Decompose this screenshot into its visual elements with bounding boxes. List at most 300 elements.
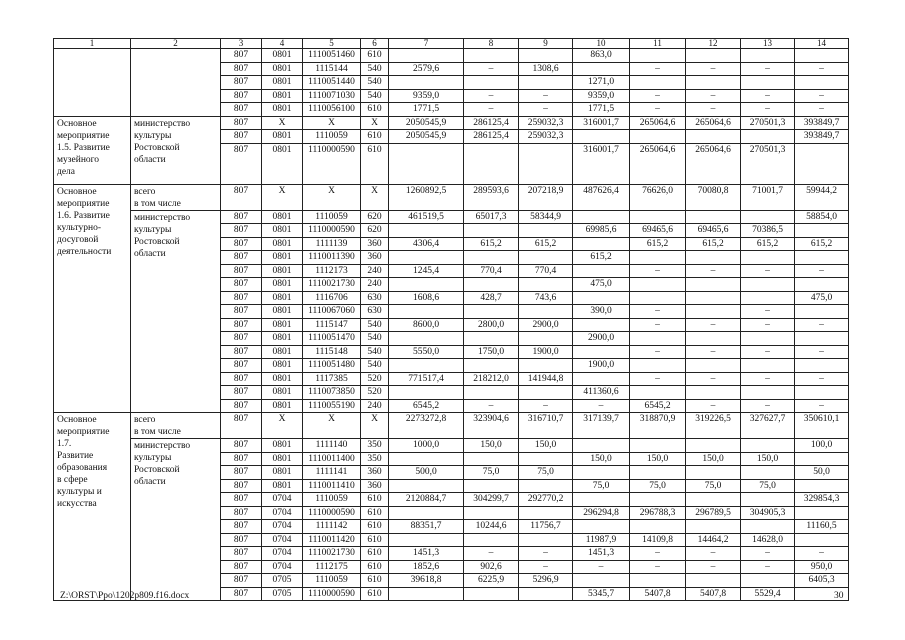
table-cell: – [795, 103, 849, 117]
table-cell: – [686, 399, 741, 413]
table-cell: 39618,8 [389, 574, 464, 588]
table-cell [741, 520, 795, 534]
table-cell: 1245,4 [389, 264, 464, 278]
table-cell: 610 [361, 520, 389, 534]
table-cell: 350610,1 [795, 413, 849, 439]
table-cell: 2900,0 [519, 318, 573, 332]
table-cell: 0704 [262, 493, 303, 507]
table-cell: 950,0 [795, 560, 849, 574]
table-cell: 304905,3 [741, 506, 795, 520]
table-cell: 807 [221, 318, 262, 332]
executor-cell: министерство культуры Ростовской области [131, 116, 221, 184]
table-cell: 1110056100 [303, 103, 361, 117]
table-cell: – [464, 62, 519, 76]
table-cell: 14464,2 [686, 533, 741, 547]
table-cell [630, 76, 686, 90]
table-cell: 1110021730 [303, 278, 361, 292]
table-cell [686, 332, 741, 346]
table-cell [795, 224, 849, 238]
table-cell: – [630, 62, 686, 76]
table-cell [741, 359, 795, 373]
table-cell: – [795, 264, 849, 278]
table-cell: 807 [221, 224, 262, 238]
table-cell [389, 305, 464, 319]
table-cell: 1110011410 [303, 479, 361, 493]
table-cell: 316001,7 [573, 143, 630, 184]
table-cell: 1110071030 [303, 89, 361, 103]
table-cell: 2579,6 [389, 62, 464, 76]
table-cell: 1852,6 [389, 560, 464, 574]
table-cell: 6545,2 [630, 399, 686, 413]
table-cell: 1451,3 [573, 547, 630, 561]
table-cell: 1260892,5 [389, 184, 464, 210]
table-cell [464, 49, 519, 63]
table-cell: 807 [221, 372, 262, 386]
table-cell: 520 [361, 372, 389, 386]
table-cell [573, 439, 630, 453]
table-cell: 5407,8 [686, 587, 741, 601]
table-cell: – [741, 560, 795, 574]
table-cell: 807 [221, 264, 262, 278]
header-cell: 4 [262, 39, 303, 49]
table-cell: 240 [361, 278, 389, 292]
table-cell: – [686, 62, 741, 76]
table-cell: 270501,3 [741, 143, 795, 184]
table-cell: 1110000590 [303, 587, 361, 601]
table-cell [389, 479, 464, 493]
table-cell [519, 479, 573, 493]
table-cell: 807 [221, 62, 262, 76]
table-cell: 1110051460 [303, 49, 361, 63]
table-cell [389, 49, 464, 63]
header-row [54, 39, 849, 49]
table-cell: – [795, 62, 849, 76]
table-cell: 807 [221, 184, 262, 210]
table-cell: 150,0 [519, 439, 573, 453]
table-cell: 0705 [262, 574, 303, 588]
table-cell: 76626,0 [630, 184, 686, 210]
table-cell [686, 574, 741, 588]
activity-cell: Основное мероприятие 1.7. Развитие образования в сфере культуры и искусства [54, 413, 131, 601]
table-cell [795, 359, 849, 373]
table-cell [573, 493, 630, 507]
header-cell: 10 [573, 39, 630, 49]
executor-cell [131, 49, 221, 117]
table-row [54, 413, 849, 439]
table-cell: 75,0 [573, 479, 630, 493]
table-header [54, 39, 849, 49]
table-cell: 393849,7 [795, 130, 849, 144]
table-cell: – [630, 264, 686, 278]
table-cell [630, 574, 686, 588]
table-cell: 14109,8 [630, 533, 686, 547]
executor-cell: министерство культуры Ростовской области [131, 210, 221, 413]
table-cell: 0801 [262, 466, 303, 480]
table-cell: 610 [361, 49, 389, 63]
table-cell: 807 [221, 305, 262, 319]
table-cell: 1115148 [303, 345, 361, 359]
table-cell: 150,0 [573, 452, 630, 466]
table-cell [686, 386, 741, 400]
table-cell: – [795, 399, 849, 413]
table-cell: 1110000590 [303, 224, 361, 238]
table-cell: – [741, 305, 795, 319]
table-cell: 0801 [262, 210, 303, 224]
table-cell: X [361, 116, 389, 130]
table-cell [519, 305, 573, 319]
table-cell: 1771,5 [573, 103, 630, 117]
table-cell: 807 [221, 574, 262, 588]
table-cell [519, 332, 573, 346]
table-cell [630, 291, 686, 305]
table-cell [573, 264, 630, 278]
table-cell [630, 332, 686, 346]
table-cell: 807 [221, 143, 262, 184]
table-cell [741, 49, 795, 63]
table-cell [795, 76, 849, 90]
budget-table [53, 38, 849, 601]
table-cell [686, 76, 741, 90]
table-cell: 0801 [262, 439, 303, 453]
table-cell: 807 [221, 130, 262, 144]
table-cell: 69465,6 [686, 224, 741, 238]
table-cell [389, 332, 464, 346]
table-cell: 610 [361, 143, 389, 184]
table-cell: – [630, 345, 686, 359]
table-cell: 0801 [262, 332, 303, 346]
table-cell: 70080,8 [686, 184, 741, 210]
table-cell [389, 452, 464, 466]
table-cell: X [361, 413, 389, 439]
table-cell: 807 [221, 506, 262, 520]
table-cell: 1271,0 [573, 76, 630, 90]
table-cell: 69985,6 [573, 224, 630, 238]
table-cell: X [303, 184, 361, 210]
table-cell [573, 466, 630, 480]
header-cell: 12 [686, 39, 741, 49]
table-cell: 323904,6 [464, 413, 519, 439]
table-cell [630, 210, 686, 224]
table-cell: 259032,3 [519, 116, 573, 130]
table-cell: – [519, 399, 573, 413]
table-cell: 1110059 [303, 574, 361, 588]
table-cell: – [686, 89, 741, 103]
table-cell: 807 [221, 210, 262, 224]
table-cell [519, 587, 573, 601]
table-cell: 1110011420 [303, 533, 361, 547]
table-cell [464, 224, 519, 238]
table-cell [519, 251, 573, 265]
table-cell [519, 143, 573, 184]
table-cell: 0801 [262, 237, 303, 251]
table-cell: 1111141 [303, 466, 361, 480]
table-cell: 1110021730 [303, 547, 361, 561]
table-cell: – [686, 103, 741, 117]
table-cell [686, 251, 741, 265]
header-cell: 9 [519, 39, 573, 49]
table-cell [573, 574, 630, 588]
table-cell: 520 [361, 386, 389, 400]
table-cell: 770,4 [464, 264, 519, 278]
table-cell [741, 466, 795, 480]
activity-cell: Основное мероприятие 1.6. Развитие культурно- досуговой деятельности [54, 184, 131, 413]
table-cell [630, 359, 686, 373]
table-cell [389, 506, 464, 520]
table-cell: – [464, 547, 519, 561]
table-cell: 69465,6 [630, 224, 686, 238]
table-cell [630, 466, 686, 480]
table-cell: 807 [221, 278, 262, 292]
table-cell [464, 359, 519, 373]
table-cell: 0801 [262, 278, 303, 292]
table-cell: 296788,3 [630, 506, 686, 520]
table-cell: 0801 [262, 291, 303, 305]
table-cell: 610 [361, 533, 389, 547]
table-cell: 11756,7 [519, 520, 573, 534]
table-cell: 540 [361, 76, 389, 90]
table-cell: 2050545,9 [389, 130, 464, 144]
table-cell: – [573, 560, 630, 574]
table-cell: 11987,9 [573, 533, 630, 547]
table-cell [741, 278, 795, 292]
footer-file-path: Z:\ORST\Ppo\1202p809.f16.docx [60, 591, 190, 601]
table-cell: 360 [361, 479, 389, 493]
table-cell: 500,0 [389, 466, 464, 480]
header-cell: 7 [389, 39, 464, 49]
table-cell: 461519,5 [389, 210, 464, 224]
table-cell: 0801 [262, 62, 303, 76]
table-cell: 807 [221, 49, 262, 63]
table-cell: 1110051470 [303, 332, 361, 346]
table-cell: 289593,6 [464, 184, 519, 210]
table-cell [686, 291, 741, 305]
table-cell: 1750,0 [464, 345, 519, 359]
table-cell: – [741, 264, 795, 278]
table-cell: 265064,6 [630, 143, 686, 184]
table-cell: 610 [361, 547, 389, 561]
table-cell: 540 [361, 89, 389, 103]
table-cell: 1110051440 [303, 76, 361, 90]
table-cell: 1110073850 [303, 386, 361, 400]
table-cell: 292770,2 [519, 493, 573, 507]
table-cell [464, 479, 519, 493]
table-cell [795, 533, 849, 547]
table-cell: 5345,7 [573, 587, 630, 601]
table-cell [573, 291, 630, 305]
table-cell: 863,0 [573, 49, 630, 63]
table-cell [741, 493, 795, 507]
table-cell [795, 506, 849, 520]
table-cell [795, 49, 849, 63]
table-cell: 218212,0 [464, 372, 519, 386]
table-cell: 50,0 [795, 466, 849, 480]
activity-cell: Основное мероприятие 1.5. Развитие музейного дела [54, 116, 131, 184]
table-cell: 317139,7 [573, 413, 630, 439]
table-cell: 540 [361, 332, 389, 346]
table-cell [389, 386, 464, 400]
table-cell: 286125,4 [464, 116, 519, 130]
executor-cell: министерство культуры Ростовской области [131, 439, 221, 601]
table-cell: 610 [361, 103, 389, 117]
table-cell: 0801 [262, 49, 303, 63]
table-cell: 360 [361, 237, 389, 251]
table-cell: 615,2 [464, 237, 519, 251]
table-cell [573, 520, 630, 534]
table-cell: 240 [361, 399, 389, 413]
table-cell: 610 [361, 130, 389, 144]
table-cell: – [795, 372, 849, 386]
table-cell: 1111142 [303, 520, 361, 534]
table-cell: – [630, 547, 686, 561]
table-cell: X [303, 116, 361, 130]
table-cell: 2120884,7 [389, 493, 464, 507]
table-cell [464, 587, 519, 601]
table-cell [519, 49, 573, 63]
table-cell [741, 130, 795, 144]
table-cell [630, 130, 686, 144]
table-cell: 329854,3 [795, 493, 849, 507]
table-cell [519, 224, 573, 238]
table-cell: 807 [221, 103, 262, 117]
table-cell: – [741, 103, 795, 117]
table-cell: 630 [361, 305, 389, 319]
table-cell: X [303, 413, 361, 439]
table-cell: 0801 [262, 103, 303, 117]
table-cell: 350 [361, 439, 389, 453]
table-cell: 1111139 [303, 237, 361, 251]
table-cell: 1451,3 [389, 547, 464, 561]
table-cell: 2273272,8 [389, 413, 464, 439]
table-cell: 1110000590 [303, 143, 361, 184]
header-cell: 2 [131, 39, 221, 49]
table-cell: 807 [221, 439, 262, 453]
table-cell: 0801 [262, 452, 303, 466]
header-cell: 14 [795, 39, 849, 49]
table-cell [573, 210, 630, 224]
table-cell: 5296,9 [519, 574, 573, 588]
table-cell: 75,0 [741, 479, 795, 493]
table-cell: 350 [361, 452, 389, 466]
table-cell [686, 278, 741, 292]
table-cell [573, 62, 630, 76]
table-cell: 1110067060 [303, 305, 361, 319]
table-cell: 1111140 [303, 439, 361, 453]
table-cell: 807 [221, 560, 262, 574]
table-cell: – [741, 89, 795, 103]
table-cell: 1110059 [303, 210, 361, 224]
table-cell: – [630, 103, 686, 117]
table-cell [630, 49, 686, 63]
table-cell: 5529,4 [741, 587, 795, 601]
table-cell: – [630, 372, 686, 386]
table-cell: – [519, 547, 573, 561]
table-cell: 6225,9 [464, 574, 519, 588]
executor-cell: всего в том числе [131, 184, 221, 210]
table-cell [389, 359, 464, 373]
table-cell [389, 143, 464, 184]
table-cell: 265064,6 [686, 143, 741, 184]
table-cell [630, 386, 686, 400]
table-cell: – [686, 372, 741, 386]
table-cell: 75,0 [519, 466, 573, 480]
table-cell [519, 359, 573, 373]
table-cell: 150,0 [630, 452, 686, 466]
table-cell: 807 [221, 399, 262, 413]
header-cell: 5 [303, 39, 361, 49]
table-cell: 71001,7 [741, 184, 795, 210]
table-cell: 1110051480 [303, 359, 361, 373]
table-cell: 6405,3 [795, 574, 849, 588]
table-cell [573, 345, 630, 359]
table-cell: 807 [221, 237, 262, 251]
table-cell: – [795, 345, 849, 359]
table-cell: 150,0 [464, 439, 519, 453]
table-cell: 1308,6 [519, 62, 573, 76]
table-cell: X [262, 116, 303, 130]
table-cell [464, 143, 519, 184]
table-cell: – [630, 89, 686, 103]
table-cell [630, 251, 686, 265]
table-cell: – [573, 399, 630, 413]
table-cell: – [741, 318, 795, 332]
table-cell: 620 [361, 224, 389, 238]
table-cell [464, 533, 519, 547]
table-cell: 0704 [262, 547, 303, 561]
table-cell [464, 386, 519, 400]
table-cell: 0801 [262, 89, 303, 103]
table-cell: 411360,6 [573, 386, 630, 400]
table-cell [389, 224, 464, 238]
table-cell: 615,2 [741, 237, 795, 251]
table-cell [741, 439, 795, 453]
table-cell: X [262, 184, 303, 210]
table-cell [686, 359, 741, 373]
table-cell: 150,0 [686, 452, 741, 466]
table-cell: 75,0 [630, 479, 686, 493]
table-cell: 0801 [262, 386, 303, 400]
table-cell: 316001,7 [573, 116, 630, 130]
table-cell [573, 372, 630, 386]
table-cell: 540 [361, 359, 389, 373]
table-cell [741, 332, 795, 346]
table-cell: 1000,0 [389, 439, 464, 453]
table-cell [741, 251, 795, 265]
table-cell: 0801 [262, 305, 303, 319]
table-cell: 265064,6 [630, 116, 686, 130]
table-cell [464, 251, 519, 265]
table-cell: 75,0 [464, 466, 519, 480]
table-cell: 1110011390 [303, 251, 361, 265]
table-cell: – [741, 547, 795, 561]
table-cell [630, 493, 686, 507]
table-cell [741, 76, 795, 90]
header-cell: 8 [464, 39, 519, 49]
table-cell: 2900,0 [573, 332, 630, 346]
table-cell: 475,0 [795, 291, 849, 305]
table-cell [389, 533, 464, 547]
table-cell: – [686, 345, 741, 359]
table-cell: 141944,8 [519, 372, 573, 386]
table-cell: 807 [221, 493, 262, 507]
table-cell [795, 452, 849, 466]
table-cell: 540 [361, 62, 389, 76]
table-cell: 807 [221, 587, 262, 601]
table-cell: – [741, 399, 795, 413]
table-cell: 14628,0 [741, 533, 795, 547]
table-cell: 610 [361, 587, 389, 601]
table-cell: 327627,7 [741, 413, 795, 439]
table-cell [741, 574, 795, 588]
